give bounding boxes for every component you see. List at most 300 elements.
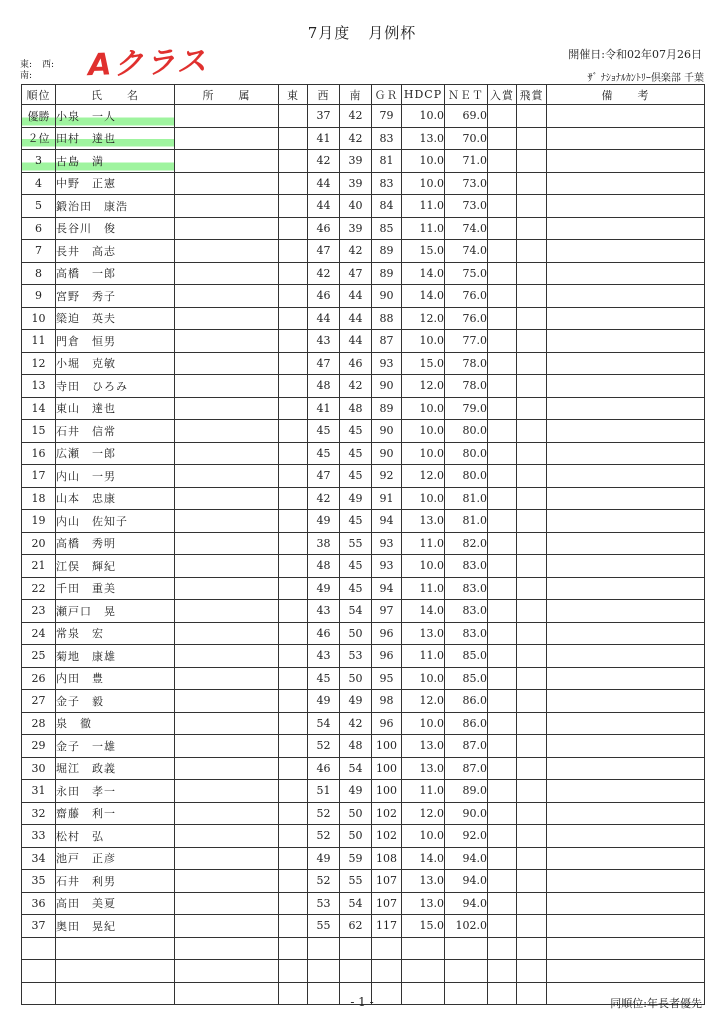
affiliation-cell: [175, 420, 279, 443]
prize-cell: [488, 307, 517, 330]
table-row: [22, 172, 705, 195]
gross-score-cell: [372, 937, 402, 960]
drive-prize-cell: [517, 577, 547, 600]
prize-cell: [488, 892, 517, 915]
drive-prize-cell: [517, 892, 547, 915]
prize-cell: [488, 105, 517, 128]
affiliation-cell: [175, 285, 279, 308]
table-row: [22, 285, 705, 308]
table-row: [22, 375, 705, 398]
gross-score-cell: 108: [372, 847, 402, 870]
player-name-cell: 高田 美夏: [56, 892, 175, 915]
prize-cell: [488, 510, 517, 533]
player-name-cell: 内田 豊: [56, 667, 175, 690]
affiliation-cell: [175, 330, 279, 353]
drive-prize-cell: [517, 262, 547, 285]
affiliation-cell: [175, 105, 279, 128]
rank-cell: 33: [22, 825, 56, 848]
rank-cell: ２位: [22, 127, 56, 150]
remarks-cell: [547, 195, 705, 218]
net-score-cell: 80.0: [445, 442, 488, 465]
west-score-cell: 49: [308, 847, 340, 870]
gross-score-cell: 117: [372, 915, 402, 938]
gross-score-cell: 93: [372, 352, 402, 375]
east-score-cell: [279, 622, 308, 645]
gross-score-cell: 107: [372, 892, 402, 915]
table-row: [22, 105, 705, 128]
player-name-cell: [56, 960, 175, 983]
south-score-cell: 49: [340, 780, 372, 803]
drive-prize-cell: [517, 150, 547, 173]
table-row: [22, 195, 705, 218]
drive-prize-cell: [517, 442, 547, 465]
player-name-cell: 金子 毅: [56, 690, 175, 713]
east-score-cell: [279, 397, 308, 420]
course-south: 南:: [20, 71, 33, 81]
gross-score-cell: 84: [372, 195, 402, 218]
remarks-cell: [547, 330, 705, 353]
west-score-cell: 41: [308, 127, 340, 150]
net-score-cell: 86.0: [445, 712, 488, 735]
drive-prize-cell: [517, 532, 547, 555]
column-header: 東: [279, 85, 308, 105]
gross-score-cell: 95: [372, 667, 402, 690]
drive-prize-cell: [517, 690, 547, 713]
west-score-cell: 47: [308, 352, 340, 375]
handicap-cell: 14.0: [402, 847, 445, 870]
west-score-cell: 45: [308, 420, 340, 443]
player-name-cell: 常泉 宏: [56, 622, 175, 645]
east-score-cell: [279, 847, 308, 870]
affiliation-cell: [175, 555, 279, 578]
net-score-cell: 75.0: [445, 262, 488, 285]
handicap-cell: 10.0: [402, 105, 445, 128]
handicap-cell: 15.0: [402, 352, 445, 375]
handicap-cell: [402, 937, 445, 960]
handicap-cell: 11.0: [402, 645, 445, 668]
player-name-cell: 泉 徹: [56, 712, 175, 735]
net-score-cell: 92.0: [445, 825, 488, 848]
south-score-cell: 53: [340, 645, 372, 668]
east-score-cell: [279, 870, 308, 893]
prize-cell: [488, 667, 517, 690]
drive-prize-cell: [517, 622, 547, 645]
south-score-cell: 54: [340, 757, 372, 780]
drive-prize-cell: [517, 285, 547, 308]
net-score-cell: 81.0: [445, 510, 488, 533]
drive-prize-cell: [517, 105, 547, 128]
drive-prize-cell: [517, 397, 547, 420]
handicap-cell: 13.0: [402, 757, 445, 780]
prize-cell: [488, 465, 517, 488]
south-score-cell: 39: [340, 172, 372, 195]
tie-rule-note: 同順位:年長者優先: [610, 997, 702, 1010]
east-score-cell: [279, 442, 308, 465]
event-date: 開催日:令和02年07月26日: [568, 48, 702, 61]
west-score-cell: 52: [308, 870, 340, 893]
handicap-cell: 13.0: [402, 622, 445, 645]
gross-score-cell: 100: [372, 735, 402, 758]
east-score-cell: [279, 375, 308, 398]
prize-cell: [488, 532, 517, 555]
player-name-cell: 内山 一男: [56, 465, 175, 488]
remarks-cell: [547, 757, 705, 780]
gross-score-cell: 90: [372, 442, 402, 465]
table-row: [22, 892, 705, 915]
gross-score-cell: 100: [372, 757, 402, 780]
rank-cell: 26: [22, 667, 56, 690]
rank-cell: 23: [22, 600, 56, 623]
affiliation-cell: [175, 150, 279, 173]
venue-name: ｻﾞ ﾅｼｮﾅﾙｶﾝﾄﾘｰ倶楽部 千葉: [587, 73, 704, 84]
west-score-cell: 43: [308, 600, 340, 623]
east-score-cell: [279, 757, 308, 780]
remarks-cell: [547, 667, 705, 690]
table-row: [22, 262, 705, 285]
table-row: [22, 690, 705, 713]
net-score-cell: 83.0: [445, 600, 488, 623]
drive-prize-cell: [517, 330, 547, 353]
net-score-cell: 80.0: [445, 420, 488, 443]
table-row: [22, 847, 705, 870]
handicap-cell: 13.0: [402, 735, 445, 758]
net-score-cell: [445, 937, 488, 960]
affiliation-cell: [175, 240, 279, 263]
net-score-cell: 83.0: [445, 622, 488, 645]
east-score-cell: [279, 690, 308, 713]
affiliation-cell: [175, 802, 279, 825]
affiliation-cell: [175, 757, 279, 780]
drive-prize-cell: [517, 937, 547, 960]
handicap-cell: 13.0: [402, 892, 445, 915]
south-score-cell: 42: [340, 105, 372, 128]
drive-prize-cell: [517, 645, 547, 668]
player-name-cell: 中野 正憲: [56, 172, 175, 195]
gross-score-cell: 88: [372, 307, 402, 330]
net-score-cell: 86.0: [445, 690, 488, 713]
south-score-cell: 50: [340, 667, 372, 690]
table-row: [22, 780, 705, 803]
handicap-cell: 12.0: [402, 465, 445, 488]
gross-score-cell: 94: [372, 510, 402, 533]
class-label: Aクラス: [87, 43, 210, 84]
rank-cell: 37: [22, 915, 56, 938]
south-score-cell: 46: [340, 352, 372, 375]
west-score-cell: [308, 937, 340, 960]
rank-cell: 18: [22, 487, 56, 510]
table-row: [22, 712, 705, 735]
rank-cell: 35: [22, 870, 56, 893]
handicap-cell: 10.0: [402, 825, 445, 848]
player-name-cell: 高橋 一郎: [56, 262, 175, 285]
net-score-cell: 83.0: [445, 577, 488, 600]
handicap-cell: 11.0: [402, 195, 445, 218]
player-name-cell: 小泉 一人: [56, 105, 175, 128]
rank-cell: 6: [22, 217, 56, 240]
rank-cell: 16: [22, 442, 56, 465]
column-header: 氏 名: [56, 85, 175, 105]
player-name-cell: 小堀 克敏: [56, 352, 175, 375]
player-name-cell: 石井 信常: [56, 420, 175, 443]
remarks-cell: [547, 127, 705, 150]
east-score-cell: [279, 915, 308, 938]
affiliation-cell: [175, 487, 279, 510]
rank-cell: 21: [22, 555, 56, 578]
rank-cell: 4: [22, 172, 56, 195]
affiliation-cell: [175, 847, 279, 870]
affiliation-cell: [175, 465, 279, 488]
prize-cell: [488, 960, 517, 983]
net-score-cell: 73.0: [445, 195, 488, 218]
column-header: ＮＥＴ: [445, 85, 488, 105]
west-score-cell: 49: [308, 690, 340, 713]
table-row: [22, 802, 705, 825]
column-header: ＧＲ: [372, 85, 402, 105]
handicap-cell: 10.0: [402, 712, 445, 735]
prize-cell: [488, 915, 517, 938]
remarks-cell: [547, 690, 705, 713]
rank-cell: 14: [22, 397, 56, 420]
rank-cell: 12: [22, 352, 56, 375]
handicap-cell: 12.0: [402, 307, 445, 330]
handicap-cell: [402, 960, 445, 983]
remarks-cell: [547, 150, 705, 173]
prize-cell: [488, 847, 517, 870]
gross-score-cell: 81: [372, 150, 402, 173]
drive-prize-cell: [517, 915, 547, 938]
net-score-cell: 73.0: [445, 172, 488, 195]
rank-cell: 3: [22, 150, 56, 173]
handicap-cell: 12.0: [402, 375, 445, 398]
remarks-cell: [547, 105, 705, 128]
gross-score-cell: 83: [372, 127, 402, 150]
course-east: 東:: [20, 60, 33, 70]
handicap-cell: 11.0: [402, 780, 445, 803]
gross-score-cell: 89: [372, 262, 402, 285]
prize-cell: [488, 735, 517, 758]
drive-prize-cell: [517, 172, 547, 195]
remarks-cell: [547, 960, 705, 983]
south-score-cell: 55: [340, 532, 372, 555]
player-name-cell: 池戸 正彦: [56, 847, 175, 870]
remarks-cell: [547, 847, 705, 870]
rank-cell: 優勝: [22, 105, 56, 128]
handicap-cell: 15.0: [402, 915, 445, 938]
player-name-cell: 高橋 秀明: [56, 532, 175, 555]
west-score-cell: 47: [308, 465, 340, 488]
gross-score-cell: 107: [372, 870, 402, 893]
drive-prize-cell: [517, 712, 547, 735]
gross-score-cell: 83: [372, 172, 402, 195]
handicap-cell: 11.0: [402, 577, 445, 600]
prize-cell: [488, 397, 517, 420]
gross-score-cell: 98: [372, 690, 402, 713]
south-score-cell: 54: [340, 600, 372, 623]
net-score-cell: 71.0: [445, 150, 488, 173]
affiliation-cell: [175, 825, 279, 848]
handicap-cell: 12.0: [402, 802, 445, 825]
west-score-cell: 52: [308, 825, 340, 848]
west-score-cell: 44: [308, 195, 340, 218]
east-score-cell: [279, 735, 308, 758]
affiliation-cell: [175, 645, 279, 668]
gross-score-cell: 90: [372, 285, 402, 308]
south-score-cell: 49: [340, 690, 372, 713]
course-west: 西:: [42, 60, 55, 70]
east-score-cell: [279, 667, 308, 690]
handicap-cell: 13.0: [402, 510, 445, 533]
south-score-cell: 45: [340, 420, 372, 443]
net-score-cell: 81.0: [445, 487, 488, 510]
prize-cell: [488, 645, 517, 668]
south-score-cell: 45: [340, 577, 372, 600]
rank-cell: 5: [22, 195, 56, 218]
player-name-cell: 石井 利男: [56, 870, 175, 893]
west-score-cell: 48: [308, 555, 340, 578]
affiliation-cell: [175, 892, 279, 915]
drive-prize-cell: [517, 802, 547, 825]
player-name-cell: 長谷川 俊: [56, 217, 175, 240]
east-score-cell: [279, 285, 308, 308]
net-score-cell: 78.0: [445, 352, 488, 375]
affiliation-cell: [175, 600, 279, 623]
table-row: [22, 330, 705, 353]
column-header: 西: [308, 85, 340, 105]
west-score-cell: 45: [308, 667, 340, 690]
east-score-cell: [279, 780, 308, 803]
south-score-cell: 39: [340, 217, 372, 240]
south-score-cell: 48: [340, 397, 372, 420]
gross-score-cell: 94: [372, 577, 402, 600]
south-score-cell: 44: [340, 330, 372, 353]
east-score-cell: [279, 712, 308, 735]
remarks-cell: [547, 555, 705, 578]
west-score-cell: 49: [308, 510, 340, 533]
drive-prize-cell: [517, 780, 547, 803]
rank-cell: [22, 960, 56, 983]
rank-cell: 22: [22, 577, 56, 600]
south-score-cell: 47: [340, 262, 372, 285]
east-score-cell: [279, 307, 308, 330]
west-score-cell: 46: [308, 757, 340, 780]
gross-score-cell: 90: [372, 375, 402, 398]
remarks-cell: [547, 285, 705, 308]
drive-prize-cell: [517, 960, 547, 983]
net-score-cell: 69.0: [445, 105, 488, 128]
handicap-cell: 11.0: [402, 532, 445, 555]
player-name-cell: 内山 佐知子: [56, 510, 175, 533]
south-score-cell: 45: [340, 442, 372, 465]
column-header: 南: [340, 85, 372, 105]
remarks-cell: [547, 487, 705, 510]
remarks-cell: [547, 735, 705, 758]
south-score-cell: 59: [340, 847, 372, 870]
table-header-row: [22, 85, 705, 105]
table-row: [22, 420, 705, 443]
prize-cell: [488, 150, 517, 173]
south-score-cell: 42: [340, 375, 372, 398]
prize-cell: [488, 690, 517, 713]
affiliation-cell: [175, 510, 279, 533]
results-table: [21, 84, 705, 1005]
prize-cell: [488, 802, 517, 825]
west-score-cell: 44: [308, 307, 340, 330]
rank-cell: 25: [22, 645, 56, 668]
south-score-cell: [340, 960, 372, 983]
east-score-cell: [279, 802, 308, 825]
handicap-cell: 10.0: [402, 420, 445, 443]
player-name-cell: 宮野 秀子: [56, 285, 175, 308]
handicap-cell: 10.0: [402, 487, 445, 510]
prize-cell: [488, 757, 517, 780]
rank-cell: 15: [22, 420, 56, 443]
net-score-cell: 80.0: [445, 465, 488, 488]
south-score-cell: 44: [340, 285, 372, 308]
table-row: [22, 240, 705, 263]
remarks-cell: [547, 825, 705, 848]
title-month: 7月度: [307, 24, 351, 42]
table-row: [22, 397, 705, 420]
net-score-cell: 74.0: [445, 217, 488, 240]
table-row: [22, 510, 705, 533]
affiliation-cell: [175, 712, 279, 735]
east-score-cell: [279, 172, 308, 195]
south-score-cell: 39: [340, 150, 372, 173]
drive-prize-cell: [517, 375, 547, 398]
prize-cell: [488, 487, 517, 510]
remarks-cell: [547, 442, 705, 465]
prize-cell: [488, 870, 517, 893]
gross-score-cell: 90: [372, 420, 402, 443]
prize-cell: [488, 600, 517, 623]
remarks-cell: [547, 307, 705, 330]
prize-cell: [488, 712, 517, 735]
player-name-cell: 菊地 康雄: [56, 645, 175, 668]
west-score-cell: 45: [308, 442, 340, 465]
east-score-cell: [279, 487, 308, 510]
handicap-cell: 10.0: [402, 150, 445, 173]
remarks-cell: [547, 420, 705, 443]
player-name-cell: 千田 重美: [56, 577, 175, 600]
rank-cell: 27: [22, 690, 56, 713]
rank-cell: 29: [22, 735, 56, 758]
prize-cell: [488, 330, 517, 353]
drive-prize-cell: [517, 757, 547, 780]
table-row: [22, 532, 705, 555]
table-row: [22, 915, 705, 938]
player-name-cell: 広瀬 一郎: [56, 442, 175, 465]
rank-cell: 32: [22, 802, 56, 825]
rank-cell: 31: [22, 780, 56, 803]
prize-cell: [488, 375, 517, 398]
drive-prize-cell: [517, 825, 547, 848]
gross-score-cell: 96: [372, 645, 402, 668]
player-name-cell: 瀬戸口 晃: [56, 600, 175, 623]
gross-score-cell: 97: [372, 600, 402, 623]
south-score-cell: 50: [340, 622, 372, 645]
gross-score-cell: 85: [372, 217, 402, 240]
east-score-cell: [279, 352, 308, 375]
drive-prize-cell: [517, 667, 547, 690]
west-score-cell: 47: [308, 240, 340, 263]
remarks-cell: [547, 397, 705, 420]
affiliation-cell: [175, 690, 279, 713]
affiliation-cell: [175, 937, 279, 960]
west-score-cell: 43: [308, 330, 340, 353]
player-name-cell: 堀江 政義: [56, 757, 175, 780]
west-score-cell: 41: [308, 397, 340, 420]
drive-prize-cell: [517, 600, 547, 623]
